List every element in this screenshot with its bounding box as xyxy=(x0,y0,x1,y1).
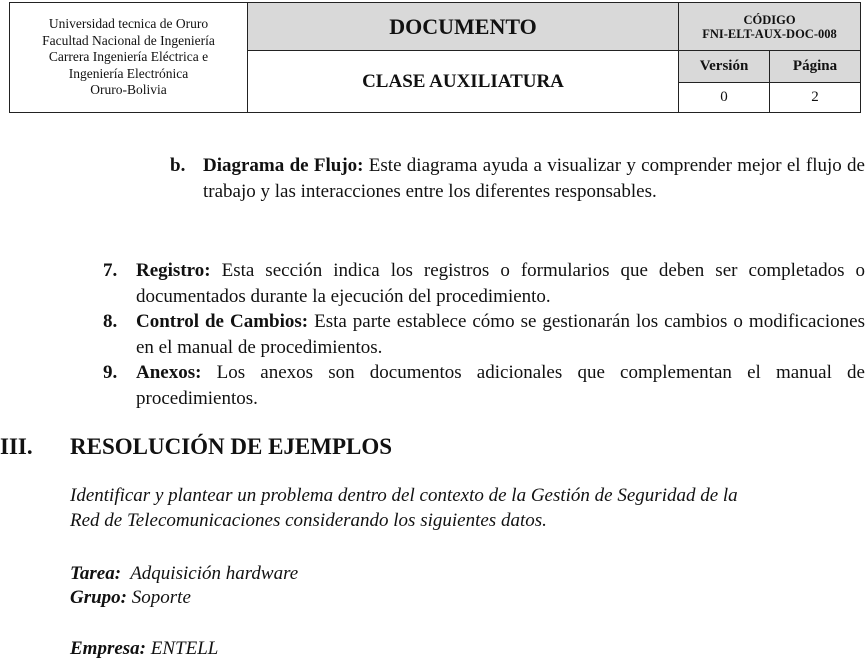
item-9-text: Los anexos son documentos adicionales que complementan el manual de procedimientos. xyxy=(136,362,865,409)
tarea-line xyxy=(70,561,298,586)
item-b-text: Este diagrama ayuda a visualizar y comprender mejor el flujo de trabajo y las interacciones entre los diferentes responsables. xyxy=(203,155,865,202)
code-cell xyxy=(679,3,861,51)
document-label: DOCUMENTO xyxy=(248,3,679,51)
page-value: 2 xyxy=(770,83,861,113)
section-intro-line: Identificar y plantear un problema dentro del contexto de la Gestión de Seguridad de la xyxy=(70,485,738,506)
item-b-paragraph xyxy=(203,153,865,204)
institution-line: Universidad tecnica de Oruro xyxy=(48,16,209,32)
item-b-title: Diagrama de Flujo: xyxy=(203,155,364,176)
version-label: Versión xyxy=(679,51,770,83)
institution-line: Carrera Ingeniería Eléctrica e xyxy=(48,49,209,65)
item-8-text: Esta parte establece cómo se gestionarán los cambios o modificaciones en el manual de procedimientos. xyxy=(136,311,865,358)
item-7-paragraph xyxy=(136,258,865,309)
grupo-value: Soporte xyxy=(131,587,191,608)
institution-line: Facultad Nacional de Ingeniería xyxy=(42,32,215,48)
code-value: FNI-ELT-AUX-DOC-008 xyxy=(702,26,837,41)
empresa-label: Empresa: xyxy=(70,638,146,659)
item-7-text: Esta sección indica los registros o formularios que deben ser completados o documentados durante la ejecución del procedimiento. xyxy=(136,260,865,307)
code-label: CÓDIGO xyxy=(743,12,796,27)
institution-line: Oruro-Bolivia xyxy=(90,82,167,98)
institution-cell xyxy=(10,3,248,113)
section-number: III. xyxy=(0,434,33,459)
section-intro-line: Red de Telecomunicaciones considerando los siguientes datos. xyxy=(70,510,547,531)
item-9-paragraph xyxy=(136,360,865,411)
item-9-title: Anexos: xyxy=(136,362,202,383)
class-label: CLASE AUXILIATURA xyxy=(248,51,679,113)
item-9-marker: 9. xyxy=(103,362,118,383)
section-title: RESOLUCIÓN DE EJEMPLOS xyxy=(70,434,393,459)
empresa-value: ENTELL xyxy=(150,638,219,659)
institution-line: Ingeniería Electrónica xyxy=(68,65,189,81)
item-7-marker: 7. xyxy=(103,260,118,281)
item-8-marker: 8. xyxy=(103,311,118,332)
tarea-value: Adquisición hardware xyxy=(130,563,299,584)
grupo-line xyxy=(70,585,191,610)
version-value: 0 xyxy=(679,83,770,113)
tarea-label: Tarea: xyxy=(70,563,122,584)
item-7-title: Registro: xyxy=(136,260,211,281)
document-header xyxy=(9,2,861,113)
grupo-label: Grupo: xyxy=(70,587,128,608)
item-8-title: Control de Cambios: xyxy=(136,311,309,332)
item-b-marker: b. xyxy=(170,155,186,176)
empresa-line xyxy=(70,636,218,661)
item-8-paragraph xyxy=(136,309,865,360)
page-label: Página xyxy=(770,51,861,83)
